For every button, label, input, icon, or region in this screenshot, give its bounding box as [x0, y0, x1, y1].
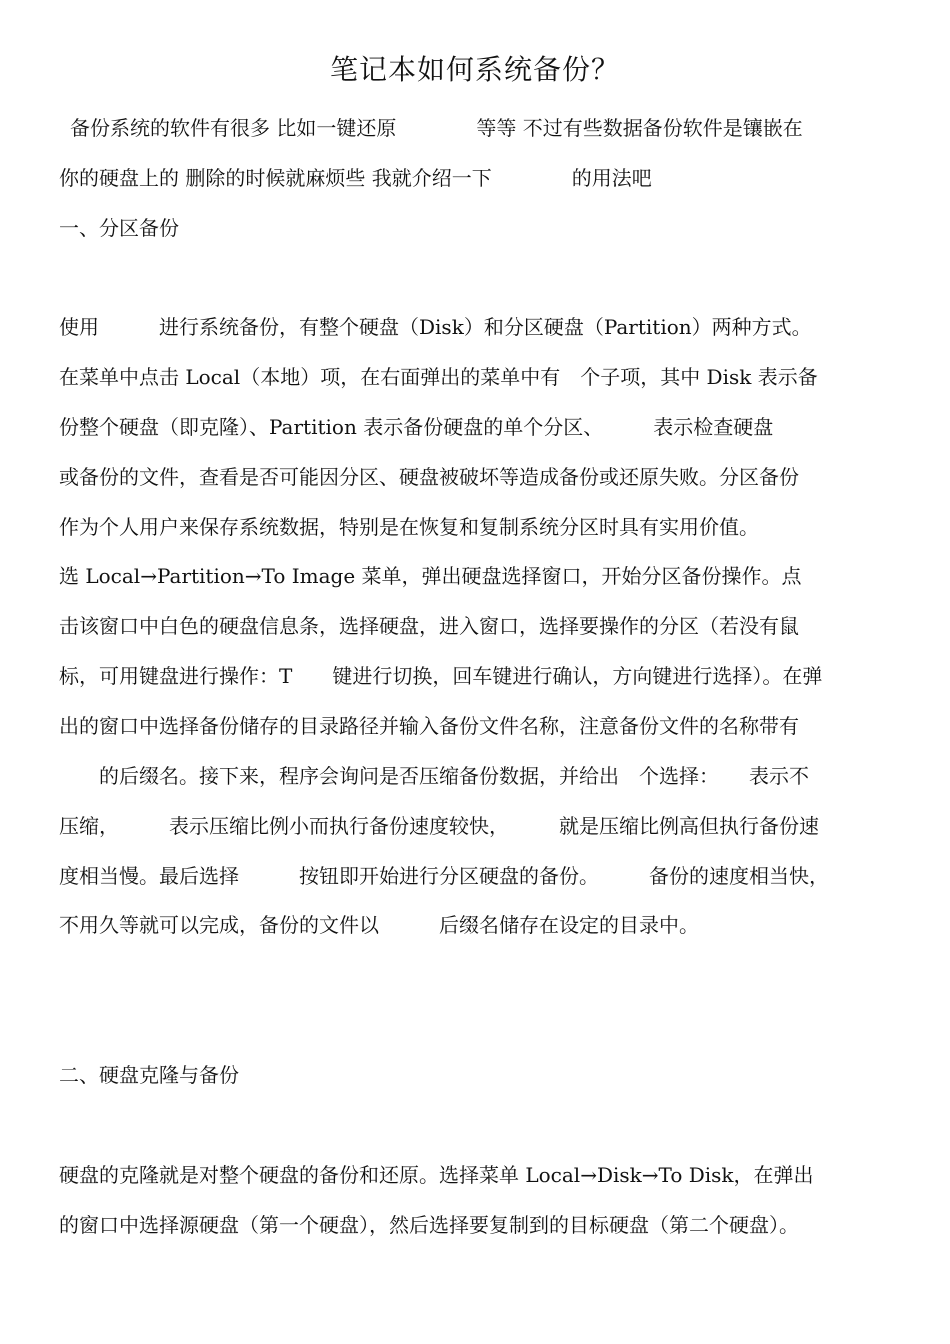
paragraph-line: 硬盘的克隆就是对整个硬盘的备份和还原。选择菜单 Local→Disk→To Disk，在弹出: [59, 1163, 814, 1187]
paragraph-line: 使用 进行系统备份，有整个硬盘（Disk）和分区硬盘（Partition）两种方式。: [59, 315, 812, 339]
page-title: 笔记本如何系统备份？: [329, 53, 620, 86]
paragraph-line: 不用久等就可以完成，备份的文件以 后缀名储存在设定的目录中。: [59, 913, 699, 937]
paragraph-line: 击该窗口中白色的硬盘信息条，选择硬盘，进入窗口，选择要操作的分区（若没有鼠: [59, 614, 799, 638]
paragraph-line: 的后缀名。接下来，程序会询问是否压缩备份数据，并给出 个选择： 表示不: [59, 764, 809, 788]
paragraph-line: 或备份的文件，查看是否可能因分区、硬盘被破坏等造成备份或还原失败。分区备份: [59, 465, 799, 489]
paragraph-line: 的窗口中选择源硬盘（第一个硬盘），然后选择要复制到的目标硬盘（第二个硬盘）。: [59, 1213, 799, 1237]
paragraph-line: 出的窗口中选择备份储存的目录路径并输入备份文件名称，注意备份文件的名称带有: [59, 714, 799, 738]
paragraph-line: 度相当慢。最后选择 按钮即开始进行分区硬盘的备份。 备份的速度相当快，: [59, 864, 829, 888]
intro-line-2: 你的硬盘上的 删除的时候就麻烦些 我就介绍一下 的用法吧: [59, 166, 652, 190]
paragraph-line: 在菜单中点击 Local（本地）项，在右面弹出的菜单中有 个子项，其中 Disk 表示备: [59, 365, 818, 389]
section-heading-partition-backup: 一、分区备份: [59, 216, 179, 240]
intro-line-1: 备份系统的软件有很多 比如一键还原 等等 不过有些数据备份软件是镶嵌在: [70, 116, 803, 140]
paragraph-line: 压缩， 表示压缩比例小而执行备份速度较快， 就是压缩比例高但执行备份速: [59, 814, 819, 838]
paragraph-line: 选 Local→Partition→To Image 菜单，弹出硬盘选择窗口，开始分区备份操作。点: [59, 564, 802, 588]
paragraph-line: 作为个人用户来保存系统数据，特别是在恢复和复制系统分区时具有实用价值。: [59, 515, 759, 539]
paragraph-line: 标，可用键盘进行操作：T 键进行切换，回车键进行确认，方向键进行选择）。在弹: [59, 664, 823, 688]
paragraph-line: 份整个硬盘（即克隆）、Partition 表示备份硬盘的单个分区、 表示检查硬盘: [59, 415, 774, 439]
section-heading-disk-clone: 二、硬盘克隆与备份: [59, 1063, 239, 1087]
